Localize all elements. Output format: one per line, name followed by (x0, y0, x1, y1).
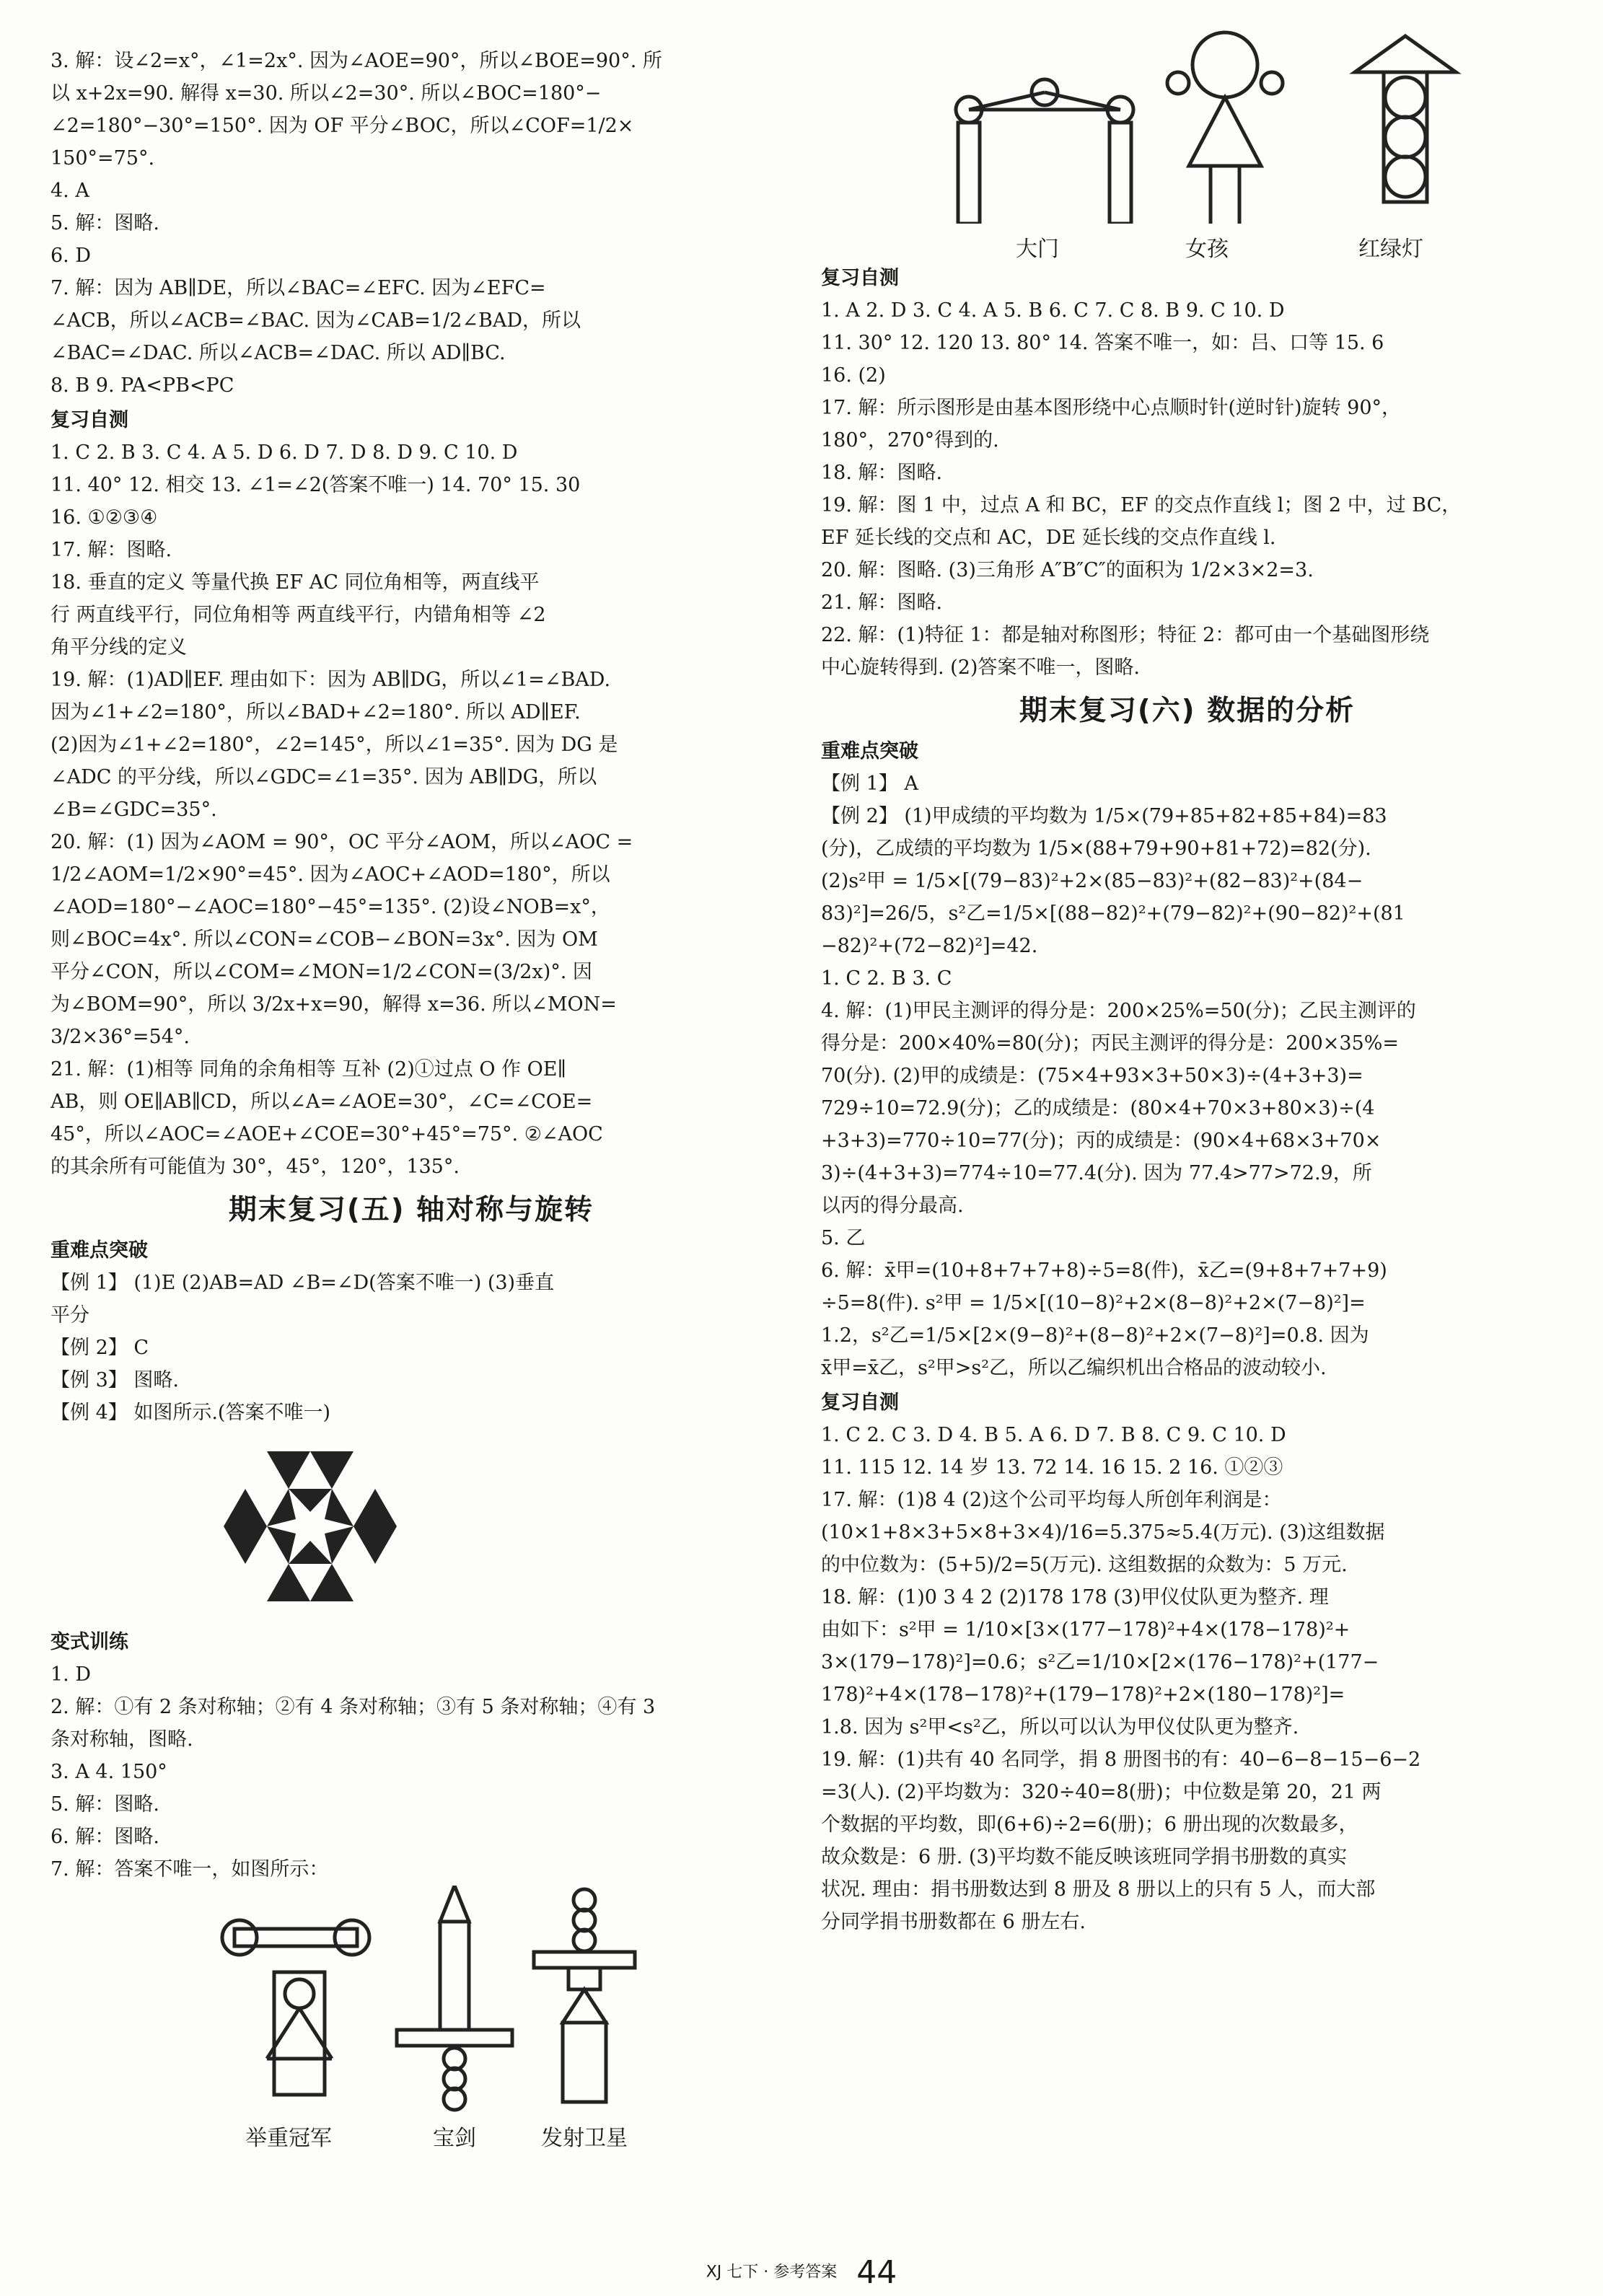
answer-line: 22. 解：(1)特征 1：都是轴对称图形；特征 2：都可由一个基础图形绕 (821, 624, 1430, 646)
answer-line: 7. 解：因为 AB∥DE，所以∠BAC=∠EFC. 因为∠EFC= (50, 277, 546, 299)
answer-line: (2)因为∠1+∠2=180°，∠2=145°，所以∠1=35°. 因为 DG 是 (50, 734, 618, 756)
answer-line: 4. 解：(1)甲民主测评的得分是：200×25%=50(分)；乙民主测评的 (821, 1000, 1416, 1022)
fig-label-gate: 大门 (1016, 237, 1059, 262)
answer-line: 【例 3】 图略. (50, 1369, 179, 1391)
review-heading: 复习自测 (50, 409, 128, 431)
answer-line: 1/2∠AOM=1/2×90°=45°. 因为∠AOC+∠AOD=180°，所以 (50, 863, 610, 886)
answer-line: 729÷10=72.9(分)；乙的成绩是：(80×4+70×3+80×3)÷(4 (821, 1097, 1375, 1120)
fig-label-trafficlight: 红绿灯 (1358, 237, 1423, 262)
answer-line: =3(人). (2)平均数为：320÷40=8(册)；中位数是第 20，21 两 (821, 1781, 1382, 1803)
satellite-launch-figure (534, 1889, 635, 2102)
answer-line: 【例 1】 (1)E (2)AB=AD ∠B=∠D(答案不唯一) (3)垂直 (50, 1272, 555, 1294)
answer-line: 16. ①②③④ (50, 506, 158, 529)
girl-figure (1167, 32, 1283, 224)
answer-line: 19. 解：(1)AD∥EF. 理由如下：因为 AB∥DG，所以∠1=∠BAD. (50, 669, 611, 691)
answer-line: 中心旋转得到. (2)答案不唯一，图略. (821, 656, 1140, 679)
answers-block-d (50, 1658, 772, 1886)
answer-line: 18. 垂直的定义 等量代换 EF AC 同位角相等，两直线平 (50, 571, 540, 594)
answer-line: 20. 解：图略. (3)三角形 A″B″C″的面积为 1/2×3×2=3. (821, 559, 1314, 581)
answer-line: 个数据的平均数，即(6+6)÷2=6(册)；6 册出现的次数最多， (821, 1813, 1358, 1836)
answer-line: 3×(179−178)²]=0.6；s²乙=1/10×[2×(176−178)²+(177− (821, 1651, 1379, 1673)
answer-line: ∠ADC 的平分线，所以∠GDC=∠1=35°. 因为 AB∥DG，所以 (50, 766, 597, 788)
left-column (50, 45, 772, 2160)
answer-line: 83)²]=26/5，s²乙=1/5×[(88−82)²+(79−82)²+(90−82)²+(81 (821, 902, 1405, 925)
page-footer (0, 2254, 1603, 2291)
key-points-heading-6: 重难点突破 (821, 740, 918, 762)
answer-line: 11. 40° 12. 相交 13. ∠1=∠2(答案不唯一) 14. 70° 15. 30 (50, 474, 581, 496)
answer-line: 3/2×36°=54°. (50, 1026, 190, 1048)
variant-training-heading: 变式训练 (50, 1631, 128, 1653)
answer-line: 角平分线的定义 (50, 636, 187, 659)
answer-line: 1. D (50, 1663, 91, 1686)
answer-line: (2)s²甲 = 1/5×[(79−83)²+2×(85−83)²+(82−83)²+(84− (821, 870, 1363, 892)
answer-line: 1. C 2. B 3. C 4. A 5. D 6. D 7. D 8. D 9. C 10. D (50, 441, 518, 464)
gate-girl-trafficlight-figures (821, 29, 1553, 260)
answer-line: 【例 2】 (1)甲成绩的平均数为 1/5×(79+85+82+85+84)=83 (821, 805, 1387, 827)
answer-line: 5. 解：图略. (50, 212, 159, 234)
answer-line: 1. C 2. C 3. D 4. B 5. A 6. D 7. B 8. C 9. C 10. D (821, 1424, 1286, 1446)
sword-figure (397, 1886, 512, 2110)
answer-line: 17. 解：(1)8 4 (2)这个公司平均每人所创年利润是： (821, 1489, 1282, 1511)
three-symmetric-figures (50, 1886, 772, 2160)
answer-line: 则∠BOC=4x°. 所以∠CON=∠COB−∠BON=3x°. 因为 OM (50, 928, 598, 951)
answer-line: 16. (2) (821, 364, 886, 387)
answer-line: 以丙的得分最高. (821, 1195, 964, 1217)
answer-line: 1. A 2. D 3. C 4. A 5. B 6. C 7. C 8. B 9. C 10. D (821, 299, 1285, 322)
answer-line: 故众数是：6 册. (3)平均数不能反映该班同学捐书册数的真实 (821, 1846, 1348, 1868)
answer-line: ∠ACB，所以∠ACB=∠BAC. 因为∠CAB=1/2∠BAD，所以 (50, 309, 581, 332)
answer-line: 11. 115 12. 14 岁 13. 72 14. 16 15. 2 16. ①②③ (821, 1456, 1283, 1479)
fig-label-girl: 女孩 (1185, 237, 1229, 262)
answer-line: ÷5=8(件). s²甲 = 1/5×[(10−8)²+2×(8−8)²+2×(7−8)²]= (821, 1292, 1366, 1314)
answer-line: EF 延长线的交点和 AC，DE 延长线的交点作直线 l. (821, 527, 1276, 549)
answers-block-b (50, 436, 772, 1183)
answer-line: AB，则 OE∥AB∥CD，所以∠A=∠AOE=30°，∠C=∠COE= (50, 1091, 593, 1113)
answer-line: 178)²+4×(178−178)²+(179−178)²+2×(180−178)²]= (821, 1684, 1345, 1706)
answer-line: −82)²+(72−82)²]=42. (821, 935, 1038, 957)
answer-line: 45°，所以∠AOC=∠AOE+∠COE=30°+45°=75°. ②∠AOC (50, 1123, 603, 1145)
answer-line: 因为∠1+∠2=180°，所以∠BAD+∠2=180°. 所以 AD∥EF. (50, 701, 581, 723)
chapter-title-5: 期末复习(五) 轴对称与旋转 (228, 1194, 594, 1226)
answer-line: ∠2=180°−30°=150°. 因为 OF 平分∠BOC，所以∠COF=1/2× (50, 115, 634, 137)
answer-line: 【例 2】 C (50, 1337, 149, 1359)
answer-line: 18. 解：(1)0 3 4 2 (2)178 178 (3)甲仪仗队更为整齐. 理 (821, 1586, 1329, 1609)
answer-line: 17. 解：图略. (50, 539, 172, 561)
weightlifter-figure (222, 1920, 369, 2095)
answer-line: 19. 解：(1)共有 40 名同学，捐 8 册图书的有：40−6−8−15−6−2 (821, 1749, 1421, 1771)
answer-line: 70(分). (2)甲的成绩是：(75×4+93×3+50×3)÷(4+3+3)= (821, 1065, 1363, 1087)
fig-label-sword: 宝剑 (433, 2126, 476, 2151)
answer-line: 平分∠CON，所以∠COM=∠MON=1/2∠CON=(3/2x)°. 因 (50, 961, 592, 983)
answer-line: 6. 解：x̄甲=(10+8+7+7+8)÷5=8(件)，x̄乙=(9+8+7+7+9) (821, 1259, 1387, 1282)
answers-block-g (821, 1419, 1553, 1938)
answer-line: 由如下：s²甲 = 1/10×[3×(177−178)²+4×(178−178)²+ (821, 1619, 1351, 1641)
traffic-light-figure (1355, 36, 1456, 202)
chapter-title-6: 期末复习(六) 数据的分析 (1019, 695, 1356, 727)
answer-line: 3. 解：设∠2=x°，∠1=2x°. 因为∠AOE=90°，所以∠BOE=90°. 所 (50, 50, 662, 72)
answer-line: 分同学捐书册数都在 6 册左右. (821, 1911, 1086, 1933)
answer-line: 平分 (50, 1304, 89, 1327)
answers-block-c (50, 1267, 772, 1429)
answer-line: 状况. 理由：捐书册数达到 8 册及 8 册以上的只有 5 人，而大部 (821, 1878, 1376, 1901)
answers-block-f (821, 767, 1553, 1384)
answer-line: 4. A (50, 180, 89, 202)
answer-line: 5. 乙 (821, 1227, 866, 1249)
answer-line: 5. 解：图略. (50, 1793, 159, 1816)
answer-line: 180°，270°得到的. (821, 429, 999, 452)
right-column (821, 29, 1553, 1938)
answer-line: 21. 解：(1)相等 同角的余角相等 互补 (2)①过点 O 作 OE∥ (50, 1058, 566, 1081)
answer-line: 为∠BOM=90°，所以 3/2x+x=90，解得 x=36. 所以∠MON= (50, 993, 617, 1016)
answer-line: 21. 解：图略. (821, 591, 943, 614)
answer-line: +3+3)=770÷10=77(分)；丙的成绩是：(90×4+68×3+70× (821, 1130, 1382, 1152)
answer-line: 得分是：200×40%=80(分)；丙民主测评的得分是：200×35%= (821, 1032, 1400, 1055)
review-heading-6: 复习自测 (821, 1391, 899, 1414)
answer-line: 【例 1】 A (821, 773, 918, 795)
answer-line: x̄甲=x̄乙，s²甲>s²乙，所以乙编织机出合格品的波动较小. (821, 1357, 1327, 1379)
answer-line: 7. 解：答案不唯一，如图所示： (50, 1858, 329, 1881)
key-points-heading: 重难点突破 (50, 1239, 148, 1262)
answer-line: 18. 解：图略. (821, 462, 943, 484)
answer-line: ∠B=∠GDC=35°. (50, 799, 217, 821)
fig-label-weightlifter: 举重冠军 (245, 2126, 332, 2151)
answer-line: 1. C 2. B 3. C (821, 967, 952, 990)
footer-label: XJ 七下 · 参考答案 (706, 2263, 838, 2282)
answers-block-e (821, 294, 1553, 684)
answer-line: 6. 解：图略. (50, 1826, 159, 1848)
answer-line: 8. B 9. PA<PB<PC (50, 374, 234, 397)
answer-line: ∠AOD=180°−∠AOC=180°−45°=135°. (2)设∠NOB=x°， (50, 896, 610, 918)
answer-line: 条对称轴，图略. (50, 1728, 193, 1751)
answer-line: 以 x+2x=90. 解得 x=30. 所以∠2=30°. 所以∠BOC=180°− (50, 82, 602, 105)
answer-line: 19. 解：图 1 中，过点 A 和 BC，EF 的交点作直线 l；图 2 中，过 BC， (821, 494, 1462, 516)
answer-line: 2. 解：①有 2 条对称轴；②有 4 条对称轴；③有 5 条对称轴；④有 3 (50, 1696, 656, 1718)
answer-line: 的其余所有可能值为 30°，45°，120°，135°. (50, 1156, 460, 1178)
answer-line: 1.2，s²乙=1/5×[2×(9−8)²+(8−8)²+2×(7−8)²]=0.8. 因为 (821, 1324, 1369, 1347)
answer-line: 3. A 4. 150° (50, 1761, 167, 1783)
fig-label-satellite: 发射卫星 (541, 2126, 628, 2151)
review-heading-5: 复习自测 (821, 267, 899, 289)
answer-line: (10×1+8×3+5×8+3×4)/16=5.375≈5.4(万元). (3)这组数据 (821, 1521, 1385, 1544)
answer-line: 1.8. 因为 s²甲<s²乙，所以可以认为甲仪仗队更为整齐. (821, 1716, 1299, 1738)
snowflake-hexagon-figure (50, 1429, 772, 1624)
answer-line: 的中位数为：(5+5)/2=5(万元). 这组数据的众数为：5 万元. (821, 1554, 1348, 1576)
answer-line: 11. 30° 12. 120 13. 80° 14. 答案不唯一，如：吕、口等 15. 6 (821, 332, 1384, 354)
answer-line: ∠BAC=∠DAC. 所以∠ACB=∠DAC. 所以 AD∥BC. (50, 342, 506, 364)
answers-block-a (50, 45, 772, 402)
gate-figure (956, 79, 1133, 224)
answer-line: 150°=75°. (50, 147, 155, 170)
page-number: 44 (856, 2254, 897, 2291)
answer-line: 6. D (50, 245, 91, 267)
answer-line: 17. 解：所示图形是由基本图形绕中心点顺时针(逆时针)旋转 90°， (821, 397, 1402, 419)
answer-line: 20. 解：(1) 因为∠AOM = 90°，OC 平分∠AOM，所以∠AOC = (50, 831, 633, 853)
answer-line: 3)÷(4+3+3)=774÷10=77.4(分). 因为 77.4>77>72.9，所 (821, 1162, 1372, 1184)
answer-line: 行 两直线平行，同位角相等 两直线平行，内错角相等 ∠2 (50, 604, 546, 626)
answer-line: (分)，乙成绩的平均数为 1/5×(88+79+90+81+72)=82(分). (821, 837, 1371, 860)
answer-line: 【例 4】 如图所示.(答案不唯一) (50, 1402, 330, 1424)
